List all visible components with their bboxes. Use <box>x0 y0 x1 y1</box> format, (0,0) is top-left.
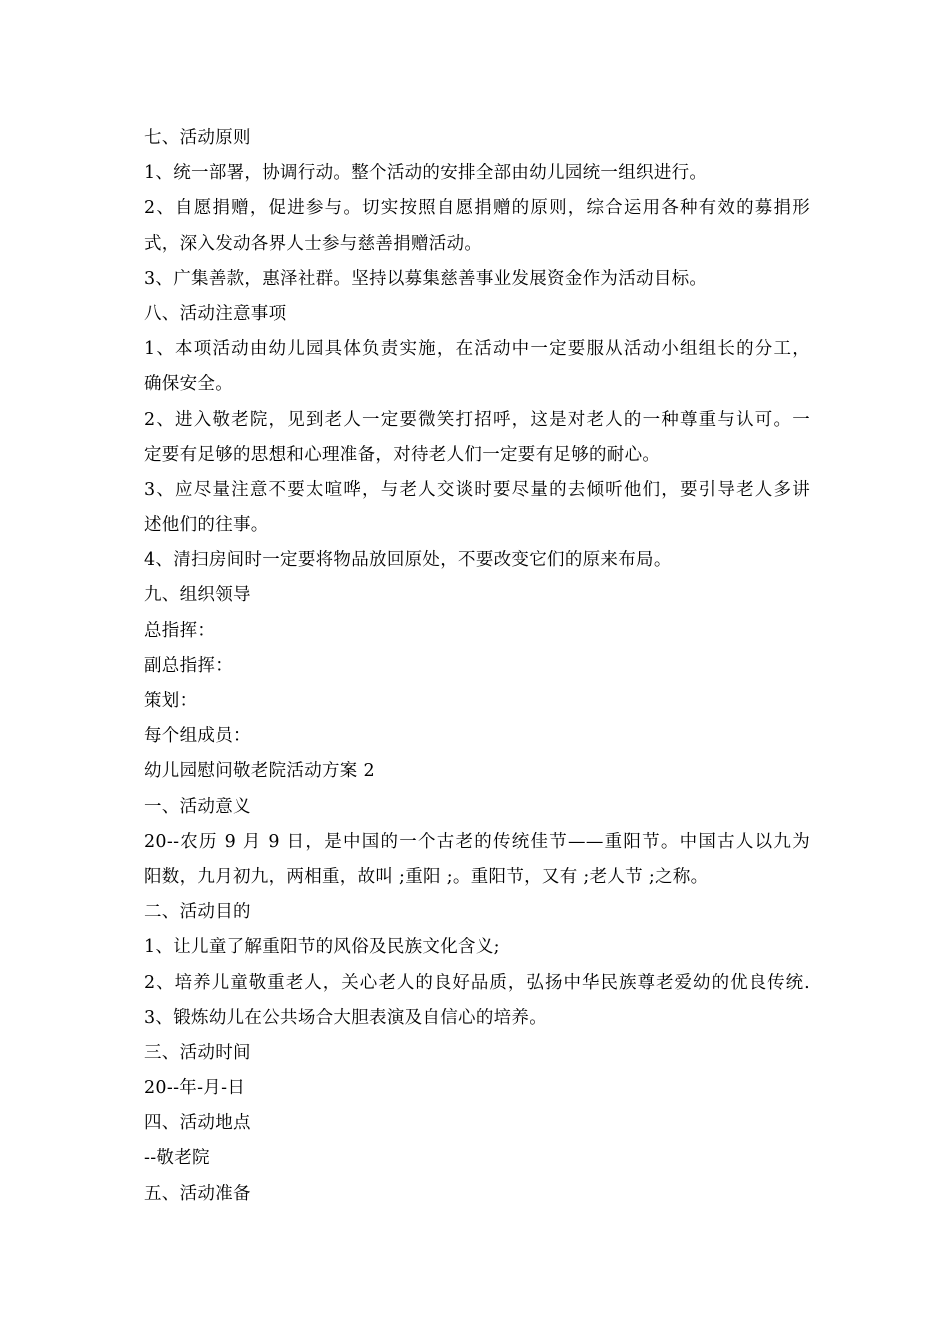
paragraph-line: 20--农历 9 月 9 日，是中国的一个古老的传统佳节——重阳节。中国古人以九为 <box>144 831 810 852</box>
paragraph-line: 1、本项活动由幼儿园具体负责实施，在活动中一定要服从活动小组组长的分工， <box>144 339 810 360</box>
paragraph-line: 述他们的往事。 <box>144 515 269 536</box>
section-heading-time: 三、活动时间 <box>144 1042 251 1063</box>
paragraph-line: 3、锻炼幼儿在公共场合大胆表演及自信心的培养。 <box>144 1007 548 1028</box>
paragraph-line: 3、广集善款，惠泽社群。坚持以募集慈善事业发展资金作为活动目标。 <box>144 268 708 289</box>
section-heading-significance: 一、活动意义 <box>144 796 251 817</box>
paragraph-line: 每个组成员： <box>144 726 251 747</box>
paragraph-line: 1、让儿童了解重阳节的风俗及民族文化含义; <box>144 937 500 958</box>
document-body <box>144 121 810 1212</box>
section-heading-notes: 八、活动注意事项 <box>144 303 287 324</box>
paragraph-line: 式，深入发动各界人士参与慈善捐赠活动。 <box>144 233 483 254</box>
paragraph-line: 2、进入敬老院，见到老人一定要微笑打招呼，这是对老人的一种尊重与认可。一 <box>144 409 810 430</box>
paragraph-line: 2、自愿捐赠，促进参与。切实按照自愿捐赠的原则，综合运用各种有效的募捐形 <box>144 198 810 219</box>
paragraph-line: 2、培养儿童敬重老人，关心老人的良好品质，弘扬中华民族尊老爱幼的优良传统. <box>144 972 810 993</box>
section-heading-purpose: 二、活动目的 <box>144 902 251 923</box>
paragraph-line: 副总指挥： <box>144 655 233 676</box>
paragraph-line: 总指挥： <box>144 620 216 641</box>
paragraph-line: 策划： <box>144 691 198 711</box>
section-heading-preparation: 五、活动准备 <box>144 1183 251 1204</box>
section-heading-location: 四、活动地点 <box>144 1113 251 1134</box>
paragraph-line: 1、统一部署，协调行动。整个活动的安排全部由幼儿园统一组织进行。 <box>144 163 708 184</box>
paragraph-line: 20--年-月-日 <box>144 1078 246 1099</box>
paragraph-line: 阳数，九月初九，两相重，故叫 ;重阳 ;。重阳节，又有 ;老人节 ;之称。 <box>144 866 709 887</box>
paragraph-line: 3、应尽量注意不要太喧哗，与老人交谈时要尽量的去倾听他们，要引导老人多讲 <box>144 479 810 500</box>
paragraph-line: 定要有足够的思想和心理准备，对待老人们一定要有足够的耐心。 <box>144 444 661 465</box>
paragraph-line: --敬老院 <box>144 1148 210 1169</box>
paragraph-line: 确保安全。 <box>144 374 233 395</box>
section-heading-principles: 七、活动原则 <box>144 128 251 148</box>
document-subtitle: 幼儿园慰问敬老院活动方案 2 <box>144 761 375 782</box>
paragraph-line: 4、清扫房间时一定要将物品放回原处，不要改变它们的原来布局。 <box>144 550 672 571</box>
section-heading-leadership: 九、组织领导 <box>144 585 251 606</box>
